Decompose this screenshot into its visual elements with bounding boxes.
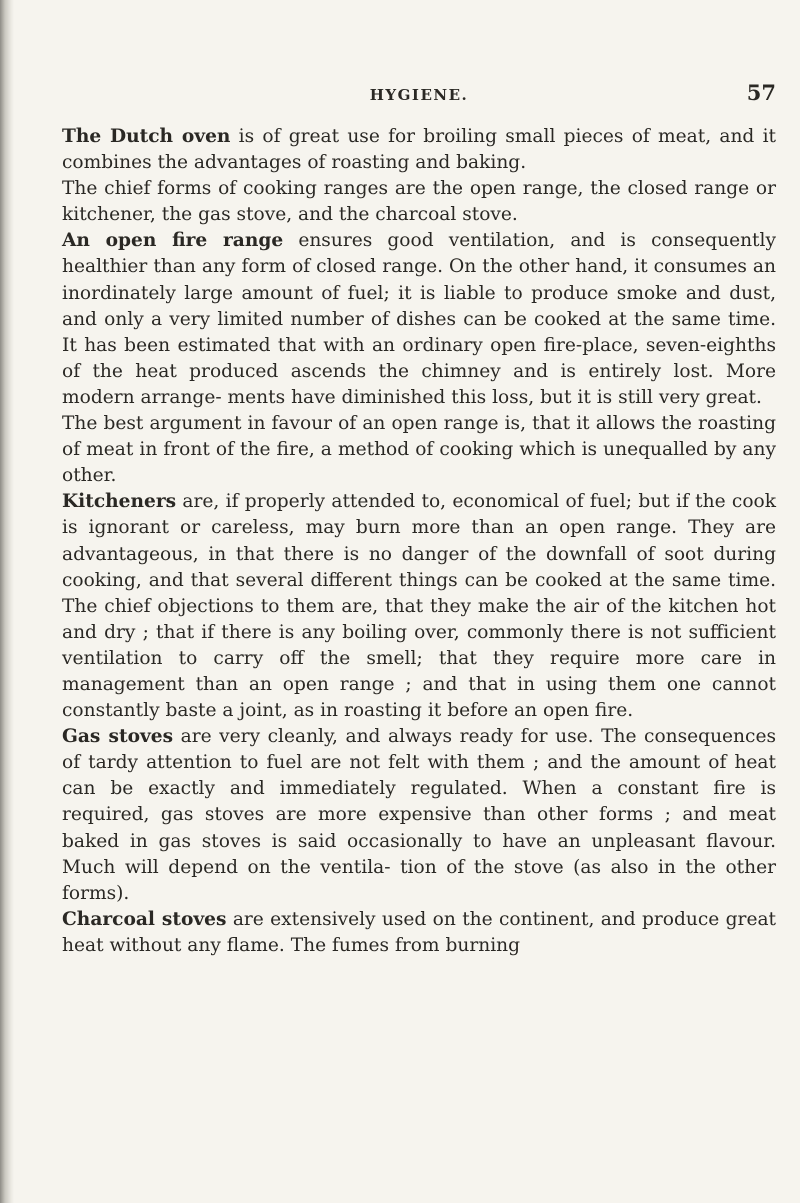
paragraph-gas-stoves [62, 724, 776, 907]
page-header [62, 80, 776, 124]
paragraph-text: are extensively used on the continent, and produce great heat without any flame. The fumes from burning [62, 908, 777, 956]
lead-term: An open fire range [62, 230, 284, 252]
paragraph-kitcheners [62, 489, 776, 724]
paragraph-text: are very cleanly, and always ready for use. The consequences of tardy attention to fuel are not felt with them ; and the amount of heat can be exactly and immediately regulated. When a constant fire is required, gas stoves are more expensive than other forms ; and meat baked in gas stoves is said occasionally to have an unpleasant flavour. Much will depend on the ventila- tion of the stove (as also in the other forms). [62, 726, 776, 904]
paragraph-text: ensures good ventilation, and is consequently healthier than any form of closed range. On the other hand, it consumes an inordinately large amount of fuel; it is liable to produce smoke and dust, and only a very limited number of dishes can be cooked at the same time. It has been estimated that with an ordinary open fire-place, seven-eighths of the heat produced ascends the chimney and is entirely lost. More modern arrange- ments have diminished this loss, but it is still very great. [62, 230, 776, 408]
page-number: 57 [746, 80, 776, 105]
paragraph-text: is of great use for broiling small pieces of meat, and it combines the advantages of roasting and baking. [62, 126, 776, 174]
paragraph-open-range-argument [62, 411, 776, 489]
running-head: HYGIENE. [369, 86, 469, 104]
lead-term: The Dutch oven [62, 126, 231, 147]
paragraph-text: The best argument in favour of an open range is, that it allows the roasting of meat in front of the fire, a method of cooking which is unequalled by any other. [62, 413, 776, 487]
body-text [62, 124, 776, 959]
paragraph-dutch-oven [62, 124, 776, 176]
paragraph-open-fire-range [62, 228, 776, 411]
book-page [62, 80, 776, 959]
page-edge-shadow [0, 0, 14, 1203]
lead-term: Gas stoves [62, 726, 174, 748]
lead-term: Kitcheners [62, 491, 177, 513]
paragraph-charcoal-stoves [62, 907, 776, 959]
paragraph-text: The chief forms of cooking ranges are the open range, the closed range or kitchener, the gas stove, and the charcoal stove. [62, 178, 776, 226]
paragraph-cooking-ranges [62, 176, 776, 228]
paragraph-text: are, if properly attended to, economical of fuel; but if the cook is ignorant or careless, may burn more than an open range. They are advantageous, in that there is no danger of the downfall of soot during cooking, and that several different things can be cooked at the same time. The chief objections to them are, that they make the air of the kitchen hot and dry ; that if there is any boiling over, commonly there is not sufficient ventilation to carry off the smell; that they require more care in management than an open range ; and that in using them one cannot constantly baste a joint, as in roasting it before an open fire. [62, 491, 776, 722]
lead-term: Charcoal stoves [62, 908, 227, 930]
